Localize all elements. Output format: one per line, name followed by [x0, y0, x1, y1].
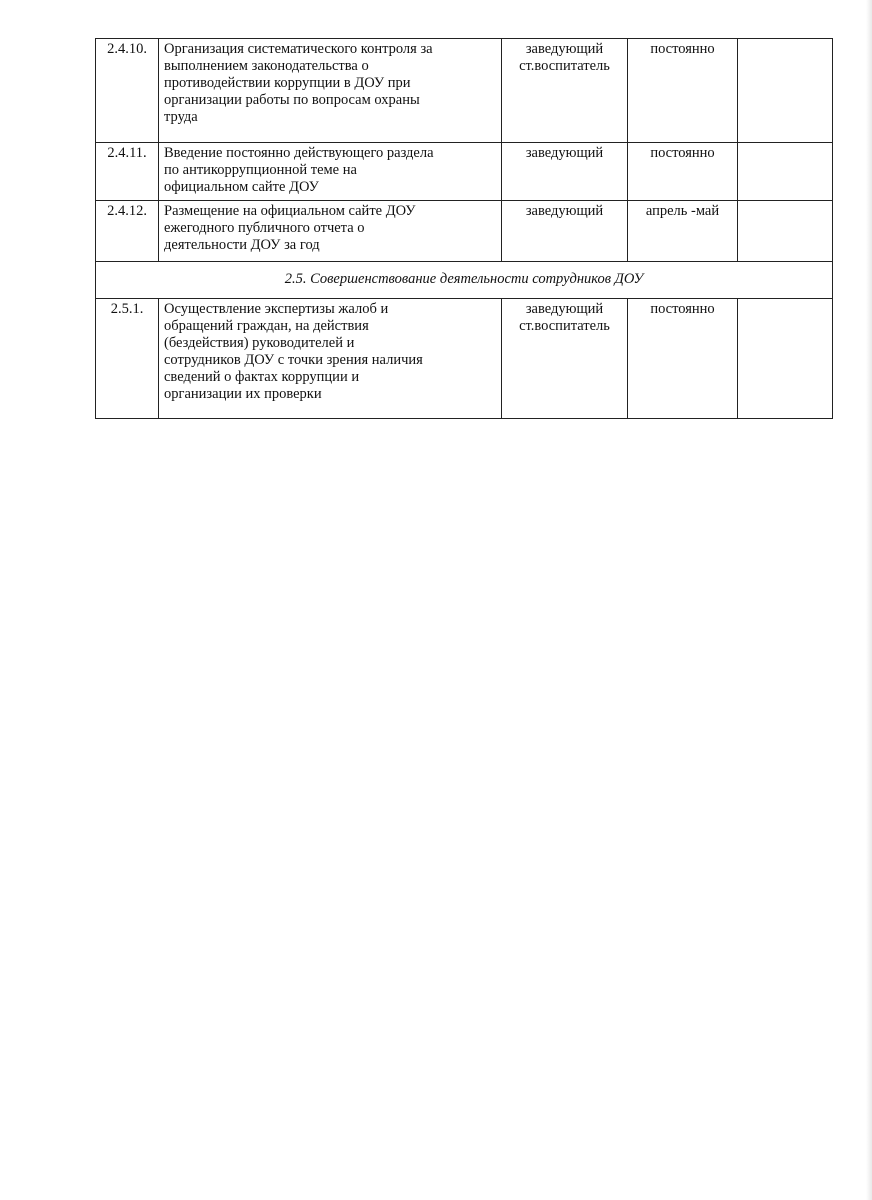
action-line: выполнением законодательства о [164, 58, 369, 74]
action-line: Осуществление экспертизы жалоб и [164, 301, 389, 317]
action-line: организации работы по вопросам охраны [164, 92, 420, 108]
row-responsible [502, 143, 628, 201]
action-line: официальном сайте ДОУ [164, 179, 319, 195]
action-line: деятельности ДОУ за год [164, 237, 320, 253]
action-line: (бездействия) руководителей и [164, 335, 355, 351]
row-term: постоянно [628, 39, 738, 143]
responsible-line: заведующий [525, 203, 604, 219]
table-row [96, 201, 833, 262]
row-note [738, 143, 833, 201]
row-number: 2.4.12. [96, 201, 159, 262]
row-responsible [502, 39, 628, 143]
row-action [159, 299, 502, 419]
row-number: 2.4.10. [96, 39, 159, 143]
row-note [738, 39, 833, 143]
scan-edge-shadow [866, 0, 872, 1200]
action-line: Организация систематического контроля за [164, 41, 433, 57]
table-row [96, 39, 833, 143]
row-number: 2.5.1. [96, 299, 159, 419]
responsible-line: заведующий [525, 301, 604, 317]
row-number: 2.4.11. [96, 143, 159, 201]
row-action [159, 143, 502, 201]
row-action [159, 39, 502, 143]
action-line: Размещение на официальном сайте ДОУ [164, 203, 416, 219]
action-plan-table [95, 38, 833, 419]
responsible-line: ст.воспитатель [519, 58, 610, 74]
action-line: Введение постоянно действующего раздела [164, 145, 434, 161]
section-heading-row [96, 262, 833, 299]
row-term: постоянно [628, 143, 738, 201]
table-row [96, 299, 833, 419]
row-responsible [502, 201, 628, 262]
row-responsible [502, 299, 628, 419]
row-note [738, 299, 833, 419]
row-term: апрель -май [628, 201, 738, 262]
action-line: обращений граждан, на действия [164, 318, 369, 334]
row-action [159, 201, 502, 262]
table-row [96, 143, 833, 201]
row-term: постоянно [628, 299, 738, 419]
action-line: сведений о фактах коррупции и [164, 369, 360, 385]
responsible-line: ст.воспитатель [519, 318, 610, 334]
action-line: организации их проверки [164, 386, 322, 402]
row-note [738, 201, 833, 262]
section-title: 2.5. Совершенствование деятельности сотрудников ДОУ [96, 262, 833, 299]
action-line: противодействии коррупции в ДОУ при [164, 75, 411, 91]
action-line: по антикоррупционной теме на [164, 162, 357, 178]
action-line: труда [164, 109, 198, 125]
responsible-line: заведующий [525, 41, 604, 57]
action-line: ежегодного публичного отчета о [164, 220, 365, 236]
responsible-line: заведующий [525, 145, 604, 161]
action-line: сотрудников ДОУ с точки зрения наличия [164, 352, 423, 368]
